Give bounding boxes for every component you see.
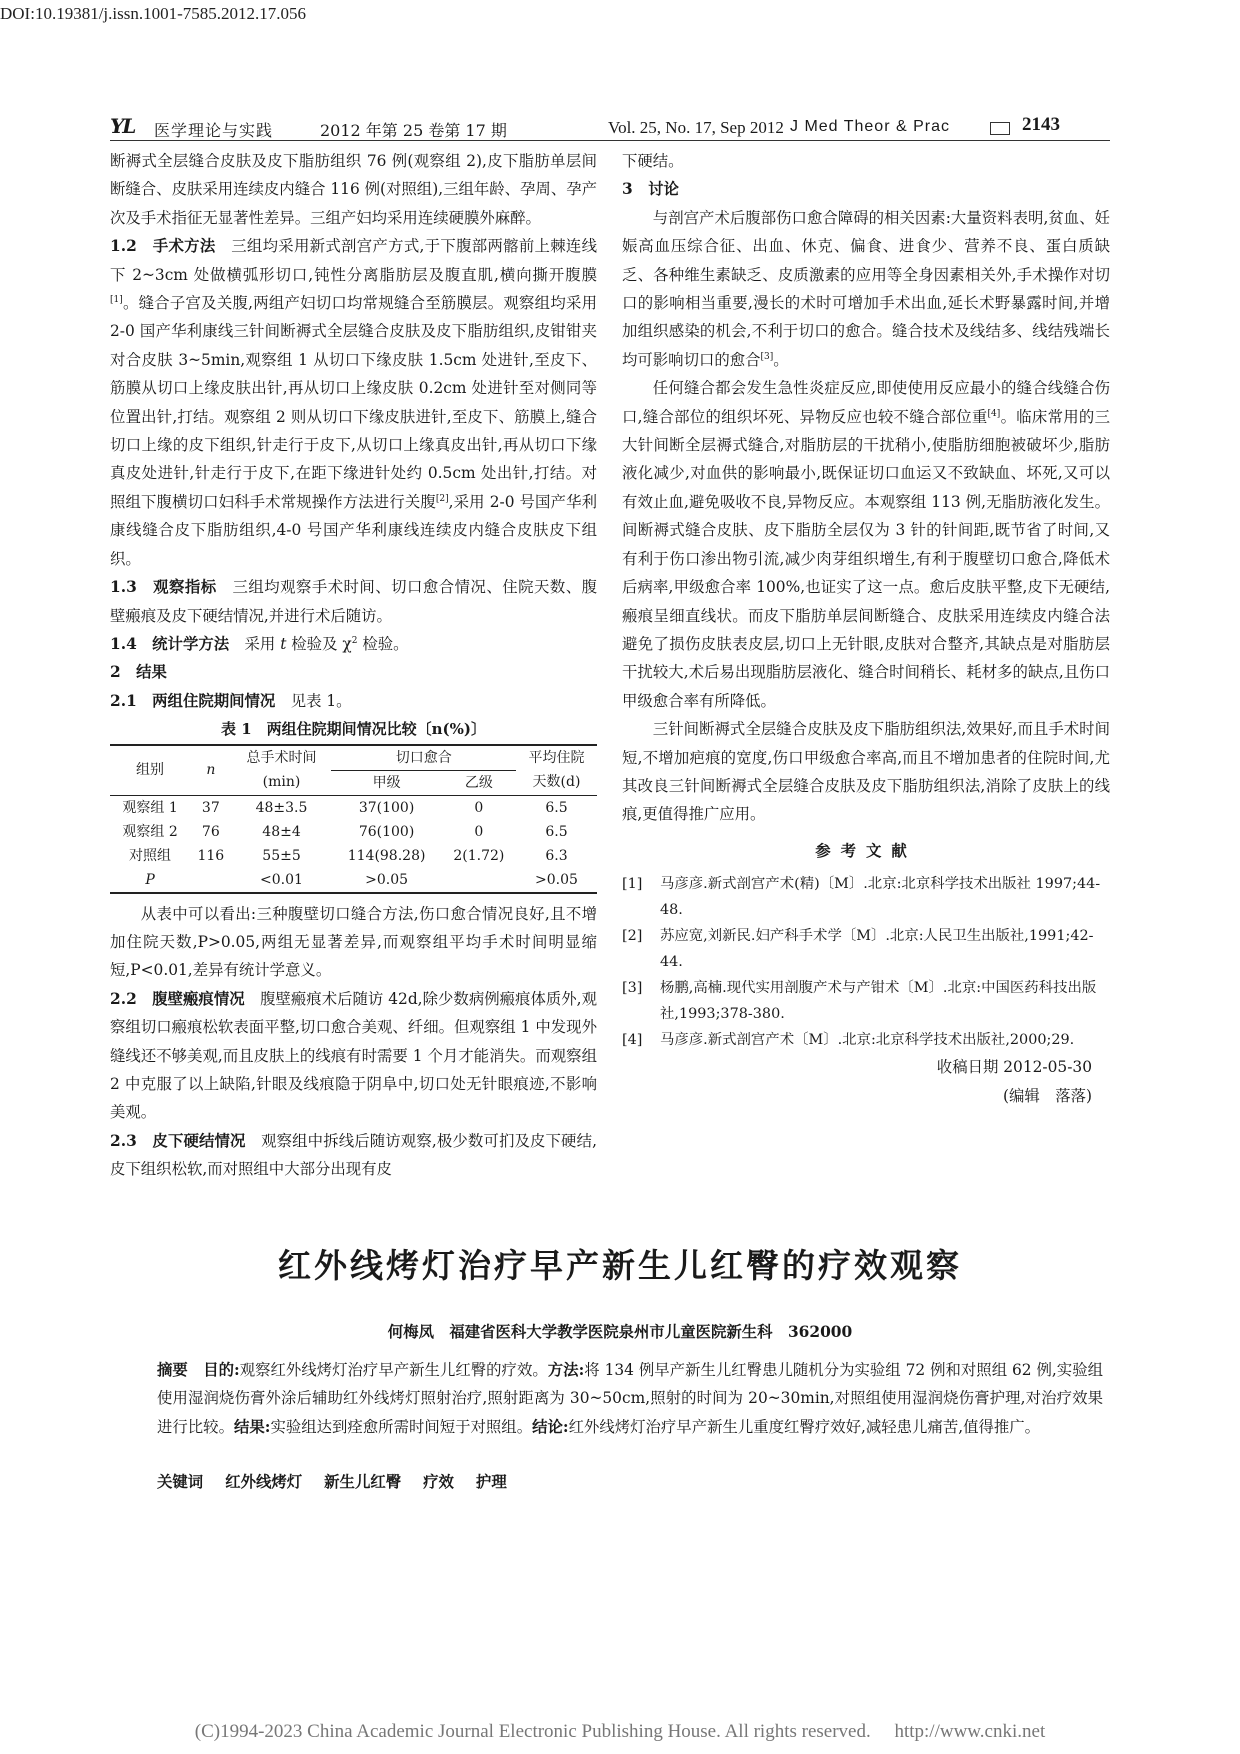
section-heading: 1.3 观察指标: [110, 578, 217, 597]
table-cell: <0.01: [232, 868, 332, 893]
conclusion-text: 红外线烤灯治疗早产新生儿重度红臀疗效好,减轻患儿痛苦,值得推广。: [568, 1417, 1041, 1436]
col-header-group: 组别: [110, 745, 190, 796]
col-header-op-unit: (min): [262, 774, 301, 791]
table-cell: 6.5: [545, 823, 568, 840]
table-cell: 6.3: [545, 847, 568, 864]
table-row: [110, 795, 597, 820]
reference-text: 杨鹏,高楠.现代实用剖腹产术与产钳术〔M〕.北京:中国医药科技出版社,1993;378-380.: [660, 980, 1097, 1023]
section-1-4: [110, 630, 597, 658]
paragraph: [622, 204, 1110, 374]
table-cell: >0.05: [331, 868, 441, 893]
col-header-grade-a: 甲级: [372, 774, 401, 791]
reference-number: [3]: [622, 980, 643, 997]
paragraph-text: 观察组中拆线后随访观察,极少数可扪及皮下硬结,皮下组织松软,而对照组中大部分出现有皮: [110, 1131, 597, 1179]
table-row: [110, 844, 597, 868]
volume-info-en: Vol. 25, No. 17, Sep 2012: [608, 118, 784, 137]
keywords: [157, 1470, 1103, 1492]
paragraph-text: 检验。: [357, 634, 409, 653]
section-2-1: [110, 687, 597, 715]
section-heading: 2.1 两组住院期间情况: [110, 691, 276, 710]
table-cell: [190, 868, 231, 893]
table-cell: 37: [190, 795, 231, 820]
table-row: [110, 868, 597, 893]
table-cell: 观察组 2: [122, 823, 178, 840]
paragraph-text: ,采用 2-0 号国产华利康线缝合皮下脂肪组织,4-0 号国产华利康线连续皮内缝合皮肤皮下组织。: [110, 492, 597, 568]
reference-item: [622, 871, 1110, 923]
paragraph-text: 。缝合子宫及关腹,两组产妇切口均常规缝合至筋膜层。观察组均采用 2-0 国产华利康线三针间断褥式全层缝合皮肤及皮下脂肪组织,皮钳钳夹对合皮肤 3~5min,观察组 1 从切口下缘皮肤 1.5cm 处进针,至皮下、筋膜从切口上缘皮肤出针,再从切口上缘皮肤 0.2cm 处进针至对侧同等位置出针,打结。观察组 2 则从切口下缘皮肤进针,至皮下、筋膜上,缝合切口上缘的皮下组织,针走行于皮下,从切口上缘真皮出针,再从切口下缘真皮处进针,针走行于皮下,在距下缘进针处约 0.5cm 处出针,打结。对照组下腹横切口妇科手术常规操作方法进行关腹: [110, 294, 597, 511]
table-cell: >0.05: [516, 868, 597, 893]
section-heading: 2.2 腹壁瘢痕情况: [110, 989, 245, 1008]
section-1-3: [110, 573, 597, 630]
page-number: 2143: [1022, 114, 1060, 135]
journal-logo: YL: [110, 114, 135, 138]
reference-number: [4]: [622, 1032, 643, 1049]
keyword: 护理: [475, 1473, 507, 1491]
section-1-2: [110, 232, 597, 573]
right-column: [622, 147, 1110, 1110]
table-caption: 表 1 两组住院期间情况比较〔n(%)〕: [220, 720, 486, 739]
section-2-2: [110, 985, 597, 1127]
table-cell: 0: [442, 795, 516, 820]
doi-line: DOI:10.19381/j.issn.1001-7585.2012.17.056: [0, 4, 306, 23]
n-symbol: n: [206, 762, 216, 779]
citation: [1]: [110, 294, 123, 305]
table-cell: 48±3.5: [232, 795, 332, 820]
table-cell: [442, 868, 516, 893]
journal-name-en: J Med Theor & Prac: [790, 118, 950, 135]
paragraph-text: 三组均观察手术时间、切口愈合情况、住院天数、腹壁瘢痕及皮下硬结情况,并进行术后随访。: [110, 578, 597, 625]
reference-list: [622, 871, 1110, 1053]
reference-text: 马彦彦.新式剖宫产术(精)〔M〕.北京:北京科学技术出版社 1997;44-48.: [660, 876, 1101, 919]
col-header-grade-b: 乙级: [464, 774, 493, 791]
abstract-goal: 观察红外线烤灯治疗早产新生儿红臀的疗效。: [239, 1361, 548, 1379]
table-cell: 6.5: [516, 795, 597, 820]
reference-item: [622, 1027, 1110, 1053]
paragraph-text: 腹壁瘢痕术后随访 42d,除少数病例瘢痕体质外,观察组切口瘢痕松软表面平整,切口愈合美观、纤细。但观察组 1 中发现外缝线还不够美观,而且皮肤上的线痕有时需要 1 个月才能消失。而观察组 2 中克服了以上缺陷,针眼及线痕隐于阴阜中,切口处无针眼痕迹,不影响美观。: [110, 989, 597, 1122]
paragraph-text: 三组均采用新式剖宫产方式,于下腹部两髂前上棘连线下 2~3cm 处做横弧形切口,钝性分离脂肪层及腹直肌,横向撕开腹膜: [110, 237, 597, 284]
table-cell: 114(98.28): [347, 847, 426, 864]
header-box-mark: [990, 122, 1010, 135]
reference-item: [622, 923, 1110, 975]
issue-info-cn: 2012 年第 25 卷第 17 期: [320, 121, 507, 140]
col-header-op-time: 总手术时间: [232, 745, 332, 771]
col-header-n: [190, 745, 231, 796]
table-cell: 48±4: [262, 823, 301, 840]
article-title: 红外线烤灯治疗早产新生儿红臀的疗效观察: [278, 1246, 962, 1285]
section-heading-discussion: 3 讨论: [622, 180, 679, 199]
table-cell: 76: [201, 823, 220, 840]
results-label: 结果:: [233, 1417, 271, 1436]
table-1: [110, 715, 597, 893]
citation: [4]: [987, 408, 1001, 419]
abstract: [157, 1356, 1103, 1441]
data-table: [110, 744, 597, 894]
section-heading: 2.3 皮下硬结情况: [110, 1131, 246, 1150]
paragraph: 三针间断褥式全层缝合皮肤及皮下脂肪组织法,效果好,而且手术时间短,不增加疤痕的宽度,伤口甲级愈合率高,而且不增加患者的住院时间,尤其改良三针间断褥式全层缝合皮肤及皮下脂肪组织法,消除了皮肤上的线痕,更值得推广应用。: [622, 720, 1110, 824]
keyword: 疗效: [423, 1473, 454, 1491]
methods-text: 将 134 例早产新生儿红臀患儿随机分为实验组 72 例和对照组 62 例,实验组使用湿润烧伤膏外涂后辅助红外线烤灯照射治疗,照射距离为 30~50cm,照射的时间为 20~30min,对照组使用湿润烧伤膏护理,对治疗效果进行比较。: [157, 1361, 1103, 1436]
table-cell: 76(100): [358, 823, 415, 840]
section-2-3: [110, 1127, 597, 1184]
paragraph-text: 采用: [229, 634, 281, 653]
table-cell: 2(1.72): [453, 847, 505, 864]
paragraph-text: 。: [773, 350, 789, 369]
reference-text: 苏应宽,刘新民.妇产科手术学〔M〕.北京:人民卫生出版社,1991;42-44.: [660, 928, 1094, 971]
paragraph-text: 与剖宫产术后腹部伤口愈合障碍的相关因素:大量资料表明,贫血、妊娠高血压综合征、出血、休克、偏食、进食少、营养不良、蛋白质缺乏、各种维生素缺乏、皮质激素的应用等全身因素相关外,手术操作对切口的影响相当重要,漫长的术时可增加手术出血,延长术野暴露时间,并增加组织感染的机会,不利于切口的愈合。缝合技术及线结多、线结残端长均可影响切口的愈合: [622, 208, 1110, 369]
table-cell: 55±5: [262, 847, 301, 864]
table-cell: 116: [197, 847, 225, 864]
methods-label: 方法:: [547, 1361, 585, 1379]
paragraph: 从表中可以看出:三种腹壁切口缝合方法,伤口愈合情况良好,且不增加住院天数,P>0.05,两组无显著差异,而观察组平均手术时间明显缩短,P<0.01,差异有统计学意义。: [110, 904, 597, 980]
section-heading: 1.2 手术方法: [110, 237, 216, 256]
editor-note: (编辑 落落): [1003, 1086, 1092, 1105]
table-header-row: [110, 745, 597, 771]
reference-text: 马彦彦.新式剖宫产术〔M〕.北京:北京科学技术出版社,2000;29.: [660, 1032, 1075, 1049]
results-text: 实验组达到痊愈所需时间短于对照组。: [270, 1417, 533, 1436]
reference-number: [2]: [622, 928, 643, 945]
col-header-stay: 平均住院: [516, 745, 597, 771]
reference-number: [1]: [622, 876, 643, 893]
author-affiliation: 何梅凤 福建省医科大学教学医院泉州市儿童医院新生科 362000: [387, 1323, 853, 1341]
reference-item: [622, 975, 1110, 1027]
table-cell: 37(100): [331, 795, 441, 820]
conclusion-label: 结论:: [532, 1417, 569, 1436]
keyword: 红外线烤灯: [225, 1473, 303, 1491]
citation: [2]: [435, 493, 449, 504]
journal-name-cn: 医学理论与实践: [154, 121, 274, 140]
superscript: 2: [351, 635, 358, 646]
paragraph-text: 任何缝合都会发生急性炎症反应,即使使用反应最小的缝合线缝合伤口,缝合部位的组织坏死、异物反应也较不缝合部位重: [622, 379, 1110, 426]
header-rule: [110, 140, 1110, 141]
table-cell: [110, 868, 190, 893]
references-heading: 参考文献: [815, 841, 917, 860]
t-symbol: t: [280, 634, 287, 653]
received-date: 收稿日期 2012-05-30: [936, 1058, 1092, 1077]
table-row: [110, 820, 597, 844]
keyword: 新生儿红臀: [324, 1473, 402, 1491]
paragraph: [622, 374, 1110, 715]
paragraph-text: 检验及 χ: [286, 634, 352, 653]
paragraph: 下硬结。: [622, 152, 684, 170]
table-cell: 对照组: [129, 847, 172, 864]
p-symbol: P: [145, 871, 155, 888]
section-heading-results: 2 结果: [110, 663, 167, 682]
abstract-label: 摘要 目的:: [157, 1361, 240, 1379]
citation: [3]: [760, 351, 774, 362]
running-header: [110, 114, 1110, 148]
left-column: [110, 147, 597, 1184]
table-cell: 0: [474, 823, 484, 840]
col-header-healing: 切口愈合: [331, 745, 516, 771]
paragraph: 断褥式全层缝合皮肤及皮下脂肪组织 76 例(观察组 2),皮下脂肪单层间断缝合、皮肤采用连续皮内缝合 116 例(对照组),三组年龄、孕周、孕产次及手术指征无显著性差异。三组产妇均采用连续硬膜外麻醉。: [110, 152, 597, 227]
paragraph-text: 见表 1。: [275, 691, 352, 710]
table-cell: 观察组 1: [110, 795, 190, 820]
keywords-label: 关键词: [157, 1473, 204, 1491]
paragraph-text: 。临床常用的三大针间断全层褥式缝合,对脂肪层的干扰稍小,使脂肪细胞被破坏少,脂肪液化减少,对血供的影响最小,既保证切口血运又不致缺血、坏死,又可以有效止血,避免吸收不良,异物反应。本观察组 113 例,无脂肪液化发生。间断褥式缝合皮肤、皮下脂肪全层仅为 3 针的针间距,既节省了时间,又有利于伤口渗出物引流,减少肉芽组织增生,有利于腹壁切口愈合,降低术后病率,甲级愈合率 100%,也证实了这一点。愈后皮肤平整,皮下无硬结,瘢痕呈细直线状。而皮下脂肪单层间断缝合、皮肤采用连续皮内缝合法避免了损伤皮肤表皮层,切口上无针眼,皮肤对合整齐,其缺点是对脂肪层干扰较大,术后易出现脂肪层液化、缝合时间稍长、耗材多的缺点,且伤口甲级愈合率有所降低。: [622, 407, 1110, 710]
section-heading: 1.4 统计学方法: [110, 634, 230, 653]
col-header-stay-unit: 天数(d): [532, 774, 581, 791]
copyright-footer: (C)1994-2023 China Academic Journal Electronic Publishing House. All rights reserved. http://www.cnki.net: [194, 1721, 1046, 1742]
